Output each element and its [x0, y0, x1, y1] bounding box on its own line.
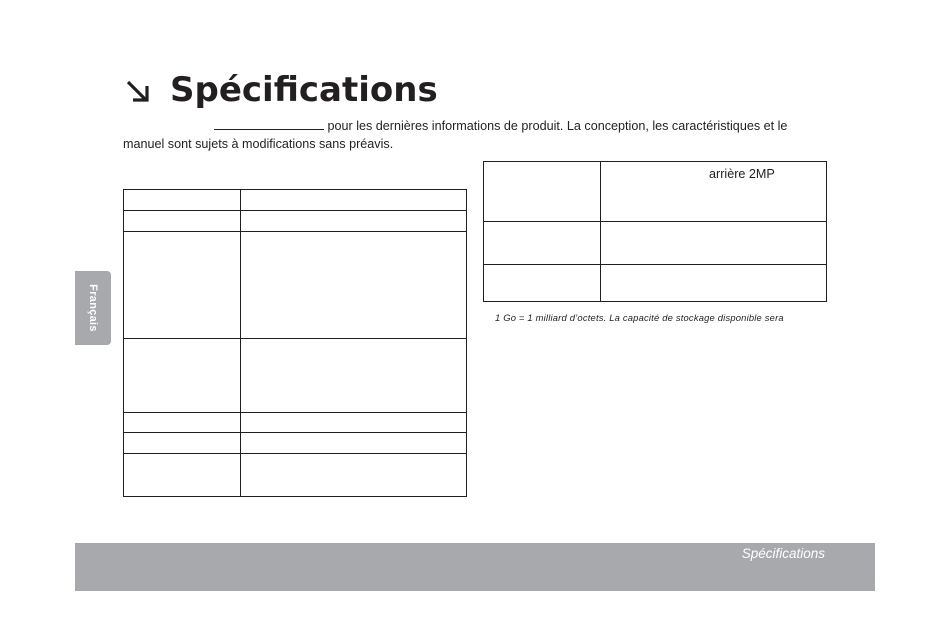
spec-value: [241, 232, 467, 339]
spec-label: [124, 454, 241, 497]
spec-value: arrière 2MP: [601, 162, 827, 222]
spec-label: [484, 162, 601, 222]
spec-value: [241, 413, 467, 433]
table-row: [124, 232, 467, 339]
spec-value: [241, 454, 467, 497]
table-row: [124, 413, 467, 433]
arrow-down-right-icon: [123, 78, 153, 106]
language-tab: [75, 271, 111, 345]
table-row: [124, 339, 467, 413]
spec-label: [124, 232, 241, 339]
spec-label: [124, 413, 241, 433]
table-row: [124, 211, 467, 232]
footer-bar: [75, 543, 875, 591]
spec-label: [484, 222, 601, 265]
storage-footnote: 1 Go = 1 milliard d’octets. La capacité de stockage disponible sera: [495, 312, 784, 323]
table-row: [124, 454, 467, 497]
spec-value: [601, 222, 827, 265]
spec-label: [124, 211, 241, 232]
footer-section-label: Spécifications: [741, 546, 825, 561]
table-row: [484, 162, 827, 222]
spec-value: [241, 190, 467, 211]
table-row: [124, 190, 467, 211]
spec-value: [241, 211, 467, 232]
page-title: Spécifications: [170, 70, 438, 110]
language-tab-label: Français: [87, 284, 99, 332]
intro-line-2: manuel sont sujets à modifications sans préavis.: [123, 137, 394, 151]
spec-table-right: [483, 161, 827, 302]
intro-paragraph: [123, 117, 835, 153]
spec-label: [124, 433, 241, 454]
blank-underline: [214, 117, 324, 130]
spec-value: [241, 433, 467, 454]
spec-label: [124, 339, 241, 413]
table-row: [124, 433, 467, 454]
spec-value: [601, 265, 827, 302]
table-row: [484, 222, 827, 265]
spec-value: [241, 339, 467, 413]
intro-line-1: pour les dernières informations de produit. La conception, les caractéristiques et le: [327, 119, 788, 133]
spec-label: [484, 265, 601, 302]
spec-label: [124, 190, 241, 211]
spec-table-left: [123, 189, 467, 497]
table-row: [484, 265, 827, 302]
